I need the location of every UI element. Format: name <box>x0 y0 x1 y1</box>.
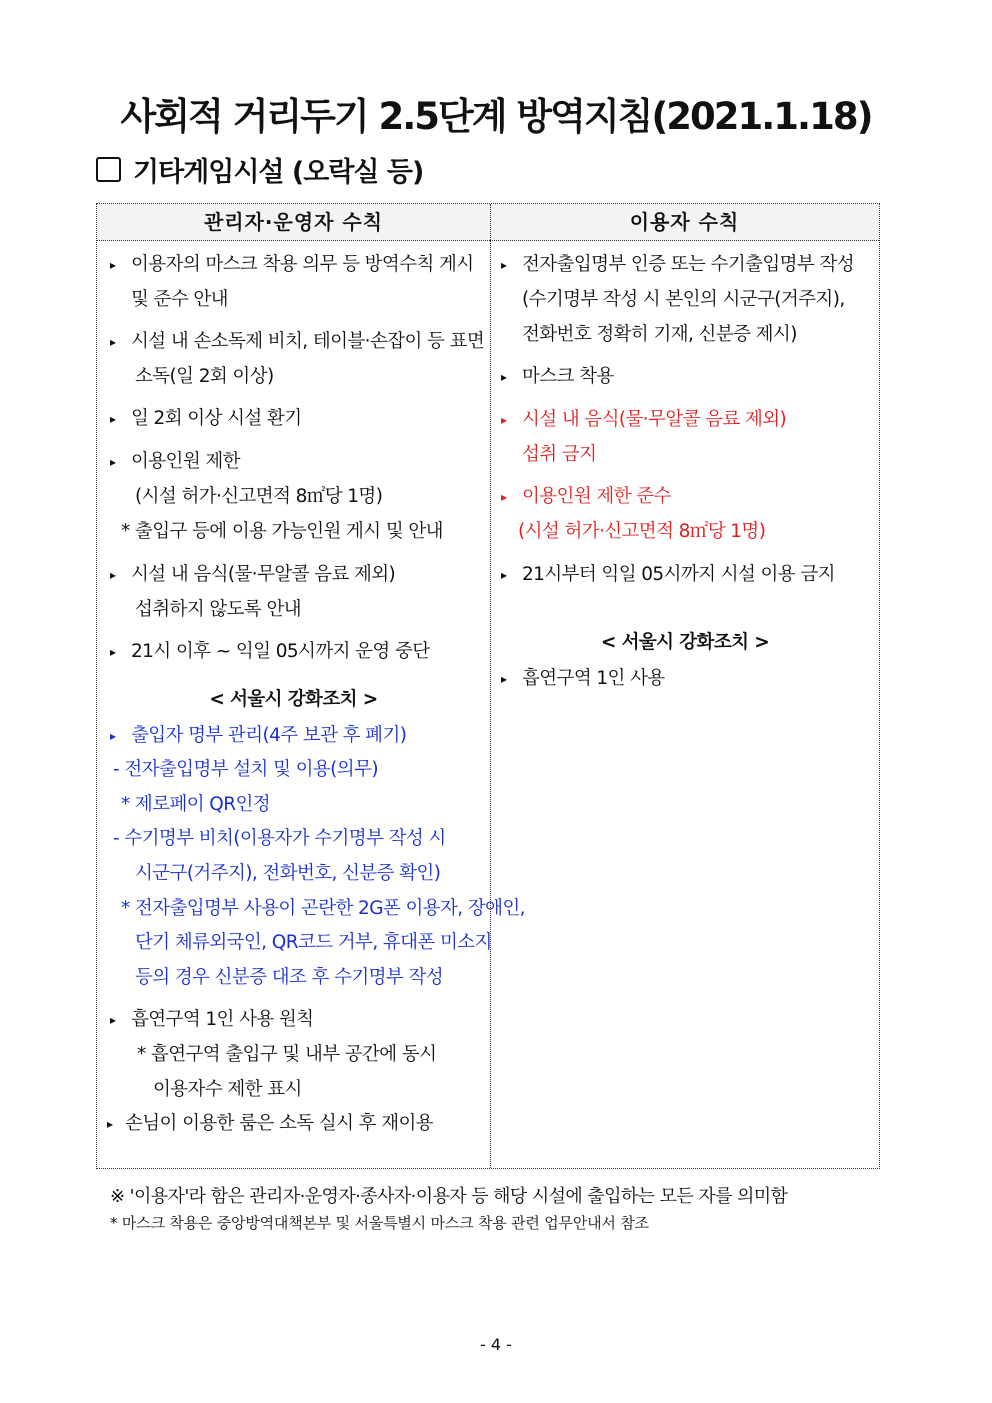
triangle-bullet-icon: ▸ <box>110 335 117 349</box>
triangle-bullet-icon: ▸ <box>110 568 117 582</box>
rule-line: 흡연구역 1인 사용 원칙 <box>131 1009 314 1030</box>
rule-line: 21시부터 익일 05시까지 시설 이용 금지 <box>522 564 835 585</box>
rule-line: 일 2회 이상 시설 환기 <box>131 408 302 429</box>
rule-line: 이용자수 제한 표시 <box>153 1079 302 1100</box>
rule-line: 소독(일 2회 이상) <box>135 366 274 387</box>
rules-table <box>96 203 880 1169</box>
rule-line: 전화번호 정확히 기재, 신분증 제시) <box>522 324 797 345</box>
rule-line: 손님이 이용한 룸은 소독 실시 후 재이용 <box>125 1113 434 1134</box>
rule-note: * 출입구 등에 이용 가능인원 게시 및 안내 <box>121 521 443 542</box>
triangle-bullet-icon: ▸ <box>501 370 508 384</box>
rule-line: 시설 내 손소독제 비치, 테이블·손잡이 등 표면 <box>131 331 485 352</box>
rule-note: * 흡연구역 출입구 및 내부 공간에 동시 <box>137 1044 437 1065</box>
rule-line: 시설 내 음식(물·무알콜 음료 제외) <box>131 564 396 585</box>
triangle-bullet-icon: ▸ <box>501 568 508 582</box>
rule-line: 시군구(거주지), 전화번호, 신분증 확인) <box>135 863 441 884</box>
rule-line: - 전자출입명부 설치 및 이용(의무) <box>113 759 378 780</box>
triangle-bullet-icon: ▸ <box>107 1117 114 1131</box>
rule-line: 21시 이후 ~ 익일 05시까지 운영 중단 <box>131 641 430 662</box>
rule-line: 흡연구역 1인 사용 <box>522 668 665 689</box>
rule-line: 단기 체류외국인, QR코드 거부, 휴대폰 미소지 <box>135 932 492 953</box>
footnote: ※ '이용자'라 함은 관리자·운영자·종사자·이용자 등 해당 시설에 출입하는 모든 자를 의미함 <box>110 1186 788 1207</box>
rule-line: (시설 허가·신고면적 8㎡당 1명) <box>135 486 383 507</box>
rule-line: (수기명부 작성 시 본인의 시군구(거주지), <box>522 289 845 310</box>
section-heading <box>96 150 423 189</box>
page-number: - 4 - <box>480 1335 512 1354</box>
rule-note: * 전자출입명부 사용이 곤란한 2G폰 이용자, 장애인, <box>121 898 525 919</box>
rule-line: - 수기명부 비치(이용자가 수기명부 작성 시 <box>113 828 446 849</box>
rule-line: 이용인원 제한 <box>131 451 240 472</box>
seoul-measures-heading: < 서울시 강화조치 > <box>600 632 770 653</box>
rule-line: 시설 내 음식(물·무알콜 음료 제외) <box>522 409 787 430</box>
triangle-bullet-icon: ▸ <box>110 645 117 659</box>
triangle-bullet-icon: ▸ <box>110 412 117 426</box>
triangle-bullet-icon: ▸ <box>110 729 117 743</box>
rule-line: 섭취하지 않도록 안내 <box>135 599 302 620</box>
triangle-bullet-icon: ▸ <box>501 490 508 504</box>
rule-line: 등의 경우 신분증 대조 후 수기명부 작성 <box>135 967 444 988</box>
document-title: 사회적 거리두기 2.5단계 방역지침(2021.1.18) <box>120 95 872 138</box>
triangle-bullet-icon: ▸ <box>110 455 117 469</box>
section-heading-text: 기타게임시설 (오락실 등) <box>133 157 424 188</box>
rule-line: 섭취 금지 <box>522 444 597 465</box>
rule-line: 전자출입명부 인증 또는 수기출입명부 작성 <box>522 254 855 275</box>
rule-line: 출입자 명부 관리(4주 보관 후 폐기) <box>131 725 407 746</box>
seoul-measures-heading: < 서울시 강화조치 > <box>209 689 378 710</box>
footnote: * 마스크 착용은 중앙방역대책본부 및 서울특별시 마스크 착용 관련 업무안내서 참조 <box>110 1214 649 1232</box>
rule-line: 이용인원 제한 준수 <box>522 486 671 507</box>
rule-line: (시설 허가·신고면적 8㎡당 1명) <box>518 521 766 542</box>
checkbox-icon <box>96 157 121 182</box>
rule-line: 마스크 착용 <box>522 366 614 387</box>
column-divider <box>490 204 491 1168</box>
triangle-bullet-icon: ▸ <box>110 1013 117 1027</box>
rule-line: 및 준수 안내 <box>131 289 228 310</box>
triangle-bullet-icon: ▸ <box>501 672 508 686</box>
right-column-header: 이용자 수칙 <box>490 204 879 241</box>
rule-note: * 제로페이 QR인정 <box>121 794 271 815</box>
triangle-bullet-icon: ▸ <box>110 258 117 272</box>
left-column-header: 관리자·운영자 수칙 <box>97 204 490 241</box>
triangle-bullet-icon: ▸ <box>501 413 508 427</box>
rule-line: 이용자의 마스크 착용 의무 등 방역수칙 게시 <box>131 254 474 275</box>
triangle-bullet-icon: ▸ <box>501 258 508 272</box>
